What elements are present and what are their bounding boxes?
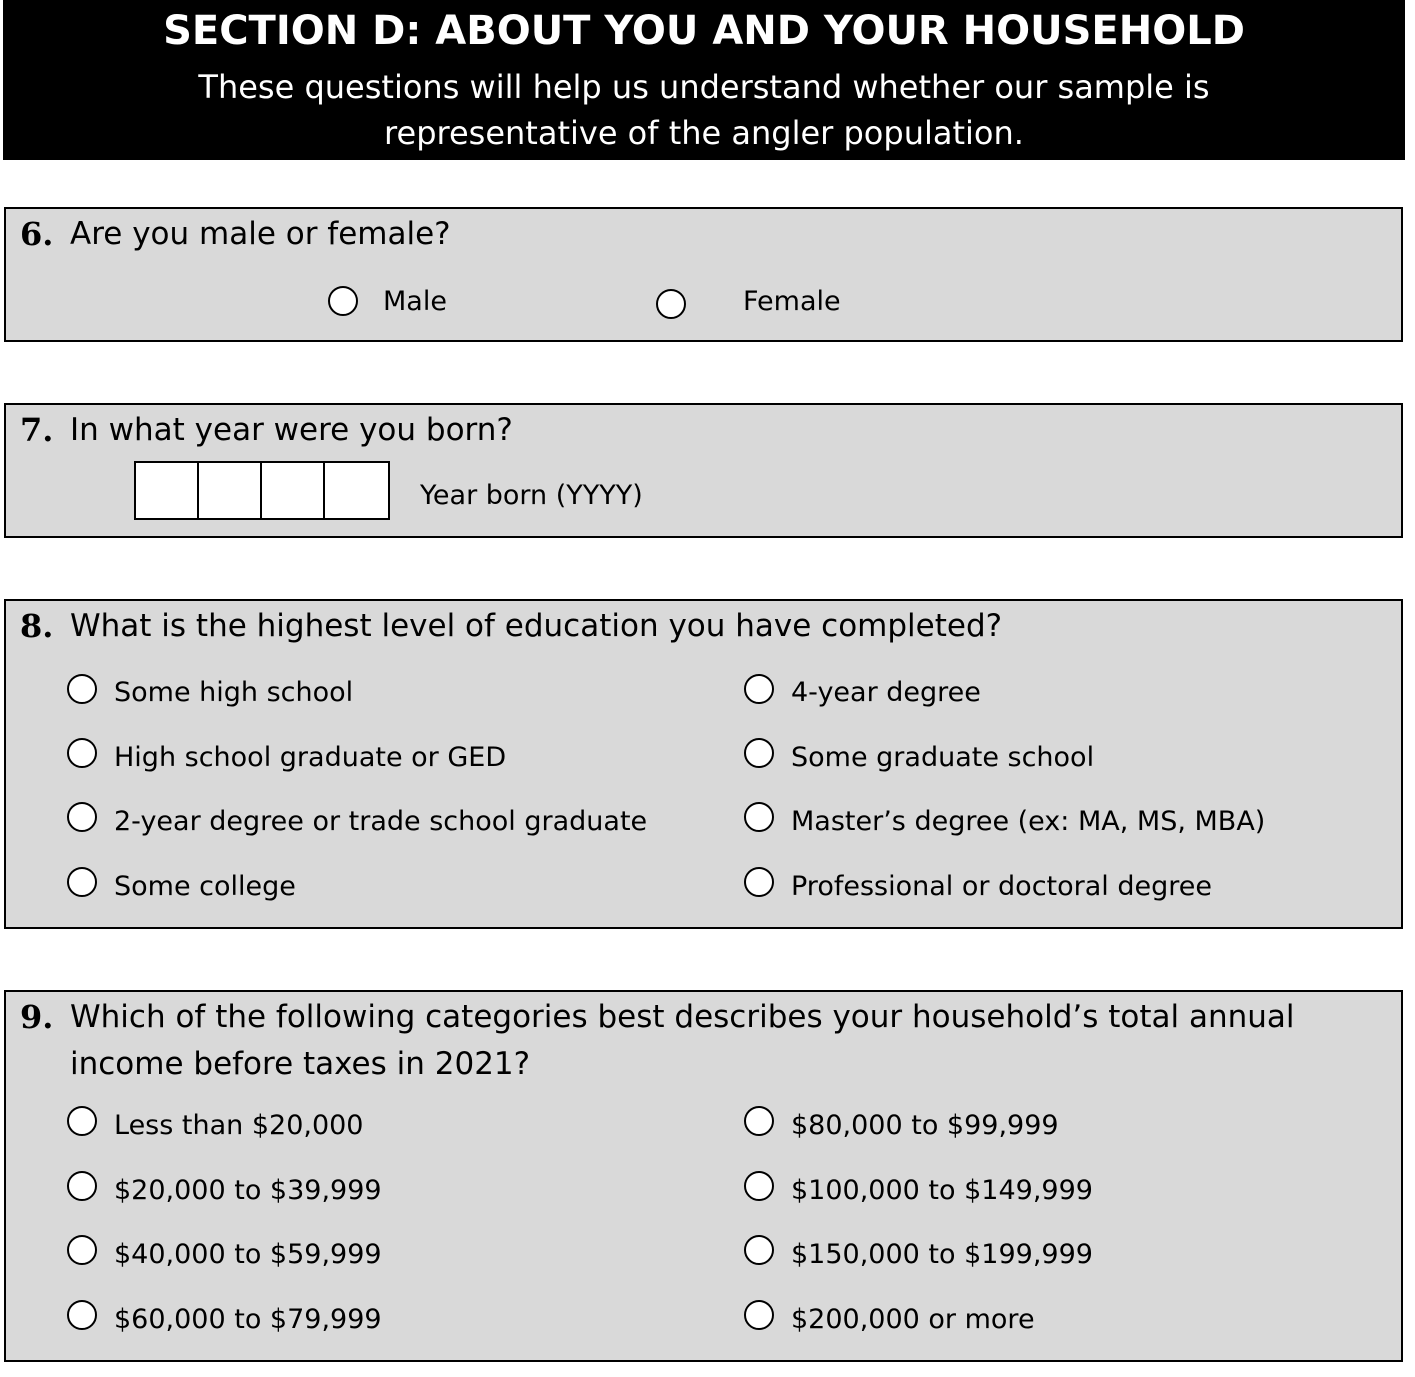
year-digit-1[interactable]	[136, 463, 199, 518]
radio-female[interactable]	[656, 289, 686, 319]
radio-income-200k-plus[interactable]	[744, 1300, 774, 1330]
section-subtitle-line2: representative of the angler population.	[384, 114, 1024, 152]
question-8-number: 8.	[20, 607, 54, 645]
option-income-80k-100k: $80,000 to $99,999	[791, 1110, 1059, 1141]
radio-income-40k-60k[interactable]	[67, 1235, 97, 1265]
radio-high-school-graduate[interactable]	[67, 738, 97, 768]
radio-income-150k-200k[interactable]	[744, 1235, 774, 1265]
option-masters-degree: Master’s degree (ex: MA, MS, MBA)	[791, 806, 1266, 837]
radio-masters-degree[interactable]	[744, 802, 774, 832]
option-income-40k-60k: $40,000 to $59,999	[114, 1239, 382, 1270]
question-9-text-line1: Which of the following categories best describes your household’s total annual	[70, 999, 1295, 1035]
radio-income-80k-100k[interactable]	[744, 1106, 774, 1136]
year-born-input[interactable]	[134, 461, 390, 520]
radio-some-graduate-school[interactable]	[744, 738, 774, 768]
option-high-school-graduate: High school graduate or GED	[114, 742, 507, 773]
option-income-150k-200k: $150,000 to $199,999	[791, 1239, 1093, 1270]
year-digit-3[interactable]	[262, 463, 325, 518]
radio-income-20k-40k[interactable]	[67, 1171, 97, 1201]
radio-4-year-degree[interactable]	[744, 674, 774, 704]
option-male-label: Male	[383, 286, 447, 317]
question-7-number: 7.	[20, 411, 54, 449]
year-digit-2[interactable]	[199, 463, 262, 518]
option-doctoral-degree: Professional or doctoral degree	[791, 871, 1213, 902]
radio-income-60k-80k[interactable]	[67, 1300, 97, 1330]
option-some-graduate-school: Some graduate school	[791, 742, 1095, 773]
question-6-text: Are you male or female?	[70, 216, 451, 252]
radio-2-year-degree[interactable]	[67, 802, 97, 832]
question-9-box	[4, 990, 1403, 1362]
option-some-high-school: Some high school	[114, 677, 354, 708]
question-7-text: In what year were you born?	[70, 412, 513, 448]
radio-income-100k-150k[interactable]	[744, 1171, 774, 1201]
section-header	[3, 0, 1405, 160]
radio-doctoral-degree[interactable]	[744, 867, 774, 897]
option-income-under-20k: Less than $20,000	[114, 1110, 364, 1141]
section-subtitle-line1: These questions will help us understand whether our sample is	[198, 68, 1210, 106]
question-6-number: 6.	[20, 215, 54, 253]
option-income-100k-150k: $100,000 to $149,999	[791, 1175, 1093, 1206]
question-9-text-line2: income before taxes in 2021?	[70, 1046, 531, 1082]
option-income-200k-plus: $200,000 or more	[791, 1304, 1035, 1335]
option-some-college: Some college	[114, 871, 296, 902]
year-born-label: Year born (YYYY)	[420, 480, 643, 511]
year-digit-4[interactable]	[325, 463, 388, 518]
question-7-box	[4, 403, 1403, 538]
question-6-box	[4, 207, 1403, 342]
option-income-20k-40k: $20,000 to $39,999	[114, 1175, 382, 1206]
radio-some-college[interactable]	[67, 867, 97, 897]
radio-some-high-school[interactable]	[67, 674, 97, 704]
option-4-year-degree: 4-year degree	[791, 677, 981, 708]
radio-male[interactable]	[328, 286, 358, 316]
option-2-year-degree: 2-year degree or trade school graduate	[114, 806, 648, 837]
option-income-60k-80k: $60,000 to $79,999	[114, 1304, 382, 1335]
question-8-box	[4, 599, 1403, 929]
section-title: SECTION D: ABOUT YOU AND YOUR HOUSEHOLD	[163, 8, 1245, 54]
question-9-number: 9.	[20, 998, 54, 1036]
question-8-text: What is the highest level of education you have completed?	[70, 608, 1003, 644]
radio-income-under-20k[interactable]	[67, 1106, 97, 1136]
option-female-label: Female	[743, 286, 841, 317]
